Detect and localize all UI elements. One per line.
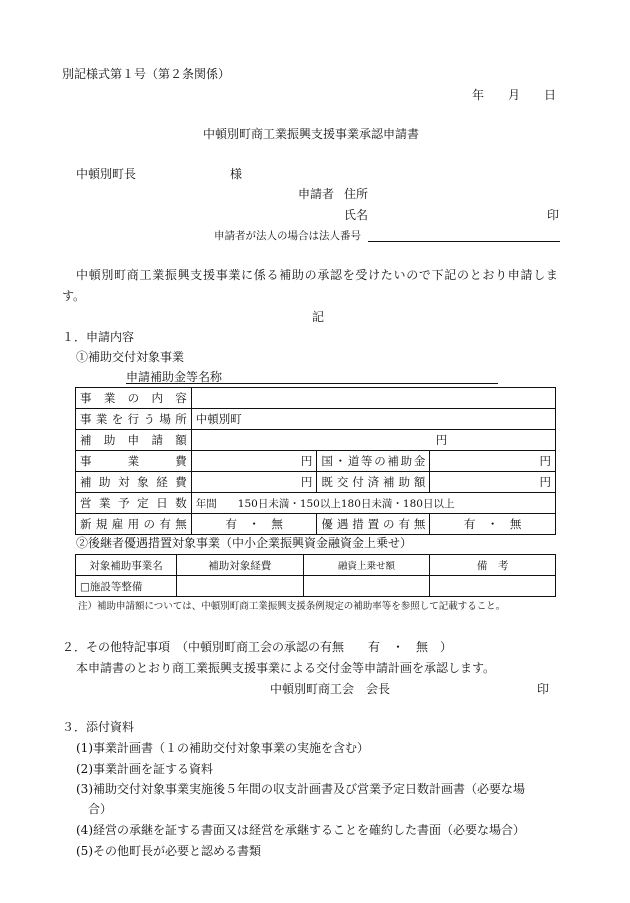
- page-title: 中頓別町商工業振興支援事業承認申請書: [203, 127, 420, 141]
- row-label: 補助対象経費: [76, 472, 192, 493]
- sama: 様: [230, 167, 243, 181]
- table-row: [76, 388, 556, 409]
- grant-name-label: 申請補助金等名称: [126, 370, 223, 384]
- eigyo-nissu-value[interactable]: 年間 150日未満・150以上180日未満・180日以上: [191, 493, 555, 514]
- table-row: [76, 493, 556, 514]
- yugu-choice[interactable]: 有 ・ 無: [430, 514, 556, 535]
- attachment-item-cont: 合）: [88, 802, 113, 816]
- attachment-item: (2)事業計画を証する資料: [76, 762, 213, 776]
- seal-applicant: 印: [547, 208, 560, 222]
- name-label: 氏名: [344, 208, 369, 222]
- kikofu-field[interactable]: 円: [430, 472, 556, 493]
- address-label: 住所: [344, 187, 369, 201]
- koyo-choice[interactable]: 有 ・ 無: [191, 514, 317, 535]
- facility-checkbox-label[interactable]: □施設等整備: [76, 576, 177, 597]
- section3-heading: ３．添付資料: [62, 720, 135, 734]
- body-line-2: す。: [62, 289, 86, 303]
- corp-number-label: 申請者が法人の場合は法人番号: [214, 230, 361, 242]
- table-header-row: [76, 555, 556, 576]
- attachment-item: (5)その他町長が必要と認める書類: [76, 844, 261, 858]
- column-header: 補助対象経費: [176, 555, 303, 576]
- row-label: 事業の内容: [76, 388, 192, 409]
- grant-table: [75, 387, 556, 535]
- attachment-item: (3)補助交付対象事業実施後５年間の収支計画書及び営業予定日数計画書（必要な場: [76, 782, 526, 796]
- attachment-item: (4)経営の承継を証する書面又は経営を承継することを確約した書面（必要な場合）: [76, 823, 526, 837]
- table-row: [76, 451, 556, 472]
- row-label: 補助申請額: [76, 430, 192, 451]
- seal-chamber: 印: [537, 682, 550, 696]
- row-label: 優遇措置の有無: [317, 514, 430, 535]
- ki: 記: [312, 310, 325, 324]
- taisho-keihi-field[interactable]: 円: [191, 472, 317, 493]
- grant-name-field[interactable]: [126, 370, 498, 384]
- biko-cell[interactable]: [430, 576, 556, 597]
- row-label: 事業を行う場所: [76, 409, 192, 430]
- addressee: 中頓別町長: [76, 167, 137, 181]
- table-row: [76, 409, 556, 430]
- yushi-cell[interactable]: [303, 576, 430, 597]
- section2-body: 本申請書のとおり商工業振興支援事業による交付金等申請計画を承認します。: [76, 661, 496, 675]
- date-line: 年 月 日: [472, 88, 557, 102]
- basho-value[interactable]: 中頓別町: [191, 409, 555, 430]
- kuni-field[interactable]: 円: [430, 451, 556, 472]
- successor-table: [75, 554, 556, 597]
- jigyohi-field[interactable]: 円: [191, 451, 317, 472]
- section1-heading: １．申請内容: [62, 330, 135, 344]
- corp-number-field[interactable]: [368, 230, 560, 242]
- body-line-1: 中頓別町商工業振興支援事業に係る補助の承認を受けたいので下記のとおり申請しま: [76, 268, 559, 282]
- sub1-heading: ①補助交付対象事業: [76, 350, 185, 364]
- row-label: 既交付済補助額: [317, 472, 430, 493]
- row-label: 新規雇用の有無: [76, 514, 192, 535]
- section2-heading: ２．その他特記事項 （中頓別町商工会の承認の有無 有 ・ 無 ）: [62, 640, 453, 654]
- row-label: 事業費: [76, 451, 192, 472]
- table-row: [76, 514, 556, 535]
- column-header: 融資上乗せ額: [303, 555, 430, 576]
- table-note: 注）補助申請額については、中頓別町商工業振興支援条例規定の補助率等を参照して記載すること。: [78, 601, 506, 612]
- jigyo-naiyo-field[interactable]: [191, 388, 555, 409]
- form-id: 別記様式第１号（第２条関係）: [62, 67, 231, 81]
- applicant-label: 申請者: [298, 187, 335, 201]
- shinsei-gaku-field[interactable]: [191, 430, 555, 451]
- table-row: [76, 430, 556, 451]
- table-row: [76, 576, 556, 597]
- row-label: 国・道等の補助金: [317, 451, 430, 472]
- row-label: 営業予定日数: [76, 493, 192, 514]
- column-header: 備 考: [430, 555, 556, 576]
- taisho-keihi-cell[interactable]: [176, 576, 303, 597]
- yen-unit: 円: [435, 433, 448, 447]
- attachment-item: (1)事業計画書（１の補助交付対象事業の実施を含む）: [76, 741, 370, 755]
- chamber-label: 中頓別町商工会 会長: [270, 682, 391, 696]
- sub2-heading: ②後継者優遇措置対象事業（中小企業振興資金融資金上乗せ）: [76, 536, 413, 550]
- table-row: [76, 472, 556, 493]
- column-header: 対象補助事業名: [76, 555, 177, 576]
